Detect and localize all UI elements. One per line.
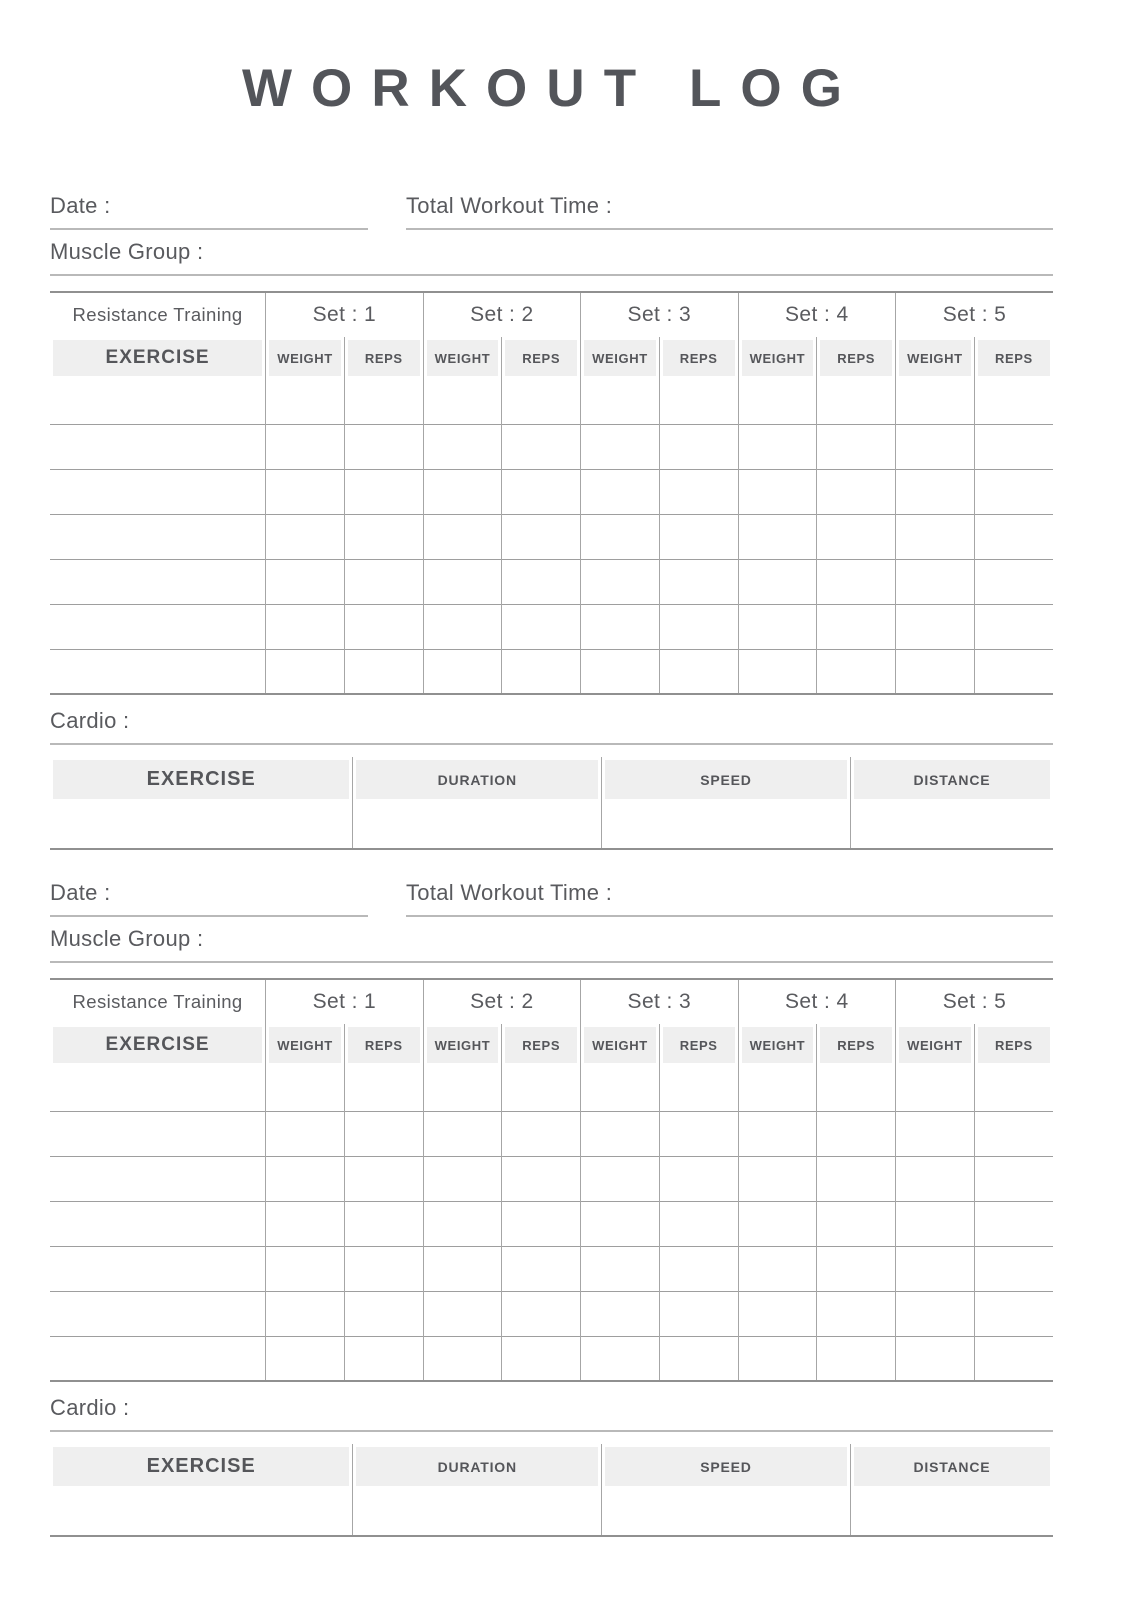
entry-cell[interactable] <box>266 1156 345 1201</box>
entry-cell[interactable] <box>817 604 896 649</box>
entry-cell[interactable] <box>423 1156 502 1201</box>
weight-column-header: WEIGHT <box>427 1027 499 1063</box>
entry-cell[interactable] <box>344 1111 423 1156</box>
reps-column-header: REPS <box>348 340 420 376</box>
total-workout-time-input-line[interactable] <box>612 193 1053 219</box>
date-input-line[interactable] <box>111 880 369 906</box>
entry-cell[interactable] <box>738 1066 817 1111</box>
resistance-training-table <box>50 978 1053 1382</box>
reps-column-header: REPS <box>820 1027 892 1063</box>
entry-cell[interactable] <box>817 514 896 559</box>
entry-cell[interactable] <box>266 559 345 604</box>
weight-column-header: WEIGHT <box>899 340 971 376</box>
resistance-row <box>50 1156 1053 1201</box>
entry-cell[interactable] <box>738 559 817 604</box>
entry-cell[interactable] <box>659 1291 738 1336</box>
set-4-header: Set : 4 <box>738 979 895 1024</box>
log-section-2 <box>50 880 1053 1537</box>
entry-cell[interactable] <box>817 1291 896 1336</box>
entry-cell[interactable] <box>266 649 345 694</box>
exercise-entry-cell[interactable] <box>50 559 266 604</box>
cardio-exercise-header: EXERCISE <box>53 1447 349 1486</box>
entry-cell[interactable] <box>738 1336 817 1381</box>
reps-column-header: REPS <box>663 1027 735 1063</box>
entry-cell[interactable] <box>502 1246 581 1291</box>
date-input-line[interactable] <box>111 193 369 219</box>
resistance-row <box>50 379 1053 424</box>
date-time-row <box>50 880 1053 917</box>
entry-cell[interactable] <box>423 1246 502 1291</box>
reps-column-header: REPS <box>505 340 577 376</box>
entry-cell[interactable] <box>659 514 738 559</box>
entry-cell[interactable] <box>423 1201 502 1246</box>
cardio-duration-header: DURATION <box>356 760 598 799</box>
exercise-entry-cell[interactable] <box>50 1111 266 1156</box>
entry-cell[interactable] <box>344 469 423 514</box>
entry-cell[interactable] <box>502 379 581 424</box>
cardio-speed-cell[interactable] <box>602 1489 851 1536</box>
cardio-distance-cell[interactable] <box>850 802 1053 849</box>
entry-cell[interactable] <box>817 1201 896 1246</box>
set-5-header: Set : 5 <box>896 979 1053 1024</box>
entry-cell[interactable] <box>974 1336 1053 1381</box>
resistance-row <box>50 649 1053 694</box>
resistance-training-table <box>50 291 1053 695</box>
resistance-row <box>50 1246 1053 1291</box>
entry-cell[interactable] <box>896 649 975 694</box>
entry-cell[interactable] <box>738 649 817 694</box>
date-label: Date : <box>50 880 111 905</box>
exercise-column-header: EXERCISE <box>53 1027 262 1063</box>
cardio-field <box>50 708 1053 745</box>
set-header-row <box>50 979 1053 1024</box>
resistance-row <box>50 1111 1053 1156</box>
entry-cell[interactable] <box>344 559 423 604</box>
cardio-table <box>50 1444 1053 1537</box>
entry-cell[interactable] <box>502 1066 581 1111</box>
entry-cell[interactable] <box>974 1156 1053 1201</box>
entry-cell[interactable] <box>423 514 502 559</box>
cardio-input-line[interactable] <box>129 708 1053 734</box>
entry-cell[interactable] <box>738 514 817 559</box>
resistance-row <box>50 424 1053 469</box>
entry-cell[interactable] <box>659 1201 738 1246</box>
entry-cell[interactable] <box>738 1111 817 1156</box>
entry-cell[interactable] <box>344 1291 423 1336</box>
entry-cell[interactable] <box>738 1246 817 1291</box>
entry-cell[interactable] <box>659 604 738 649</box>
entry-cell[interactable] <box>344 1066 423 1111</box>
entry-cell[interactable] <box>974 379 1053 424</box>
exercise-entry-cell[interactable] <box>50 604 266 649</box>
entry-cell[interactable] <box>896 1246 975 1291</box>
muscle-group-field <box>50 239 1053 276</box>
date-time-row <box>50 193 1053 230</box>
muscle-group-label: Muscle Group : <box>50 239 204 264</box>
entry-cell[interactable] <box>423 424 502 469</box>
entry-cell[interactable] <box>266 1111 345 1156</box>
entry-cell[interactable] <box>502 604 581 649</box>
cardio-distance-header: DISTANCE <box>854 760 1050 799</box>
resistance-row <box>50 514 1053 559</box>
entry-cell[interactable] <box>502 514 581 559</box>
entry-cell[interactable] <box>896 559 975 604</box>
entry-cell[interactable] <box>974 469 1053 514</box>
set-1-header: Set : 1 <box>266 292 423 337</box>
entry-cell[interactable] <box>344 1201 423 1246</box>
entry-cell[interactable] <box>266 1201 345 1246</box>
entry-cell[interactable] <box>423 649 502 694</box>
set-3-header: Set : 3 <box>581 292 738 337</box>
entry-cell[interactable] <box>423 604 502 649</box>
entry-cell[interactable] <box>581 469 660 514</box>
entry-cell[interactable] <box>817 469 896 514</box>
cardio-input-line[interactable] <box>129 1395 1053 1421</box>
cardio-exercise-header: EXERCISE <box>53 760 349 799</box>
exercise-entry-cell[interactable] <box>50 1201 266 1246</box>
entry-cell[interactable] <box>896 514 975 559</box>
entry-cell[interactable] <box>581 649 660 694</box>
entry-cell[interactable] <box>974 559 1053 604</box>
column-header-row <box>50 1024 1053 1066</box>
entry-cell[interactable] <box>817 1066 896 1111</box>
weight-column-header: WEIGHT <box>584 1027 656 1063</box>
cardio-header-row <box>50 1444 1053 1489</box>
entry-cell[interactable] <box>581 1201 660 1246</box>
entry-cell[interactable] <box>659 649 738 694</box>
cardio-label: Cardio : <box>50 1395 130 1420</box>
weight-column-header: WEIGHT <box>899 1027 971 1063</box>
entry-cell[interactable] <box>659 469 738 514</box>
entry-cell[interactable] <box>896 1201 975 1246</box>
entry-cell[interactable] <box>502 424 581 469</box>
resistance-training-header: Resistance Training <box>72 991 243 1012</box>
cardio-speed-header: SPEED <box>605 1447 847 1486</box>
entry-cell[interactable] <box>817 1111 896 1156</box>
set-header-row <box>50 292 1053 337</box>
entry-cell[interactable] <box>659 1336 738 1381</box>
entry-cell[interactable] <box>423 469 502 514</box>
cardio-duration-cell[interactable] <box>353 802 602 849</box>
reps-column-header: REPS <box>663 340 735 376</box>
entry-cell[interactable] <box>581 514 660 559</box>
reps-column-header: REPS <box>978 1027 1050 1063</box>
entry-cell[interactable] <box>896 379 975 424</box>
exercise-entry-cell[interactable] <box>50 514 266 559</box>
entry-cell[interactable] <box>738 379 817 424</box>
entry-cell[interactable] <box>581 1111 660 1156</box>
entry-cell[interactable] <box>581 379 660 424</box>
resistance-row <box>50 559 1053 604</box>
page-title: WORKOUT LOG <box>241 59 862 118</box>
entry-cell[interactable] <box>659 1156 738 1201</box>
entry-cell[interactable] <box>817 424 896 469</box>
entry-cell[interactable] <box>423 1066 502 1111</box>
muscle-group-input-line[interactable] <box>203 239 1053 265</box>
set-2-header: Set : 2 <box>423 292 580 337</box>
set-3-header: Set : 3 <box>581 979 738 1024</box>
entry-cell[interactable] <box>974 514 1053 559</box>
weight-column-header: WEIGHT <box>742 1027 814 1063</box>
entry-cell[interactable] <box>502 559 581 604</box>
cardio-speed-header: SPEED <box>605 760 847 799</box>
cardio-duration-header: DURATION <box>356 1447 598 1486</box>
column-header-row <box>50 337 1053 379</box>
entry-cell[interactable] <box>896 1156 975 1201</box>
entry-cell[interactable] <box>266 424 345 469</box>
reps-column-header: REPS <box>348 1027 420 1063</box>
log-section-1 <box>50 193 1053 850</box>
cardio-label: Cardio : <box>50 708 130 733</box>
entry-cell[interactable] <box>817 649 896 694</box>
entry-cell[interactable] <box>344 604 423 649</box>
entry-cell[interactable] <box>423 1291 502 1336</box>
weight-column-header: WEIGHT <box>742 340 814 376</box>
muscle-group-label: Muscle Group : <box>50 926 204 951</box>
exercise-entry-cell[interactable] <box>50 1066 266 1111</box>
entry-cell[interactable] <box>896 1336 975 1381</box>
exercise-entry-cell[interactable] <box>50 1291 266 1336</box>
entry-cell[interactable] <box>581 1156 660 1201</box>
entry-cell[interactable] <box>266 469 345 514</box>
entry-cell[interactable] <box>502 1336 581 1381</box>
entry-cell[interactable] <box>344 1156 423 1201</box>
entry-cell[interactable] <box>659 559 738 604</box>
exercise-entry-cell[interactable] <box>50 649 266 694</box>
entry-cell[interactable] <box>896 604 975 649</box>
entry-cell[interactable] <box>974 1111 1053 1156</box>
reps-column-header: REPS <box>505 1027 577 1063</box>
cardio-field <box>50 1395 1053 1432</box>
cardio-distance-header: DISTANCE <box>854 1447 1050 1486</box>
entry-cell[interactable] <box>974 604 1053 649</box>
date-label: Date : <box>50 193 111 218</box>
entry-cell[interactable] <box>266 1246 345 1291</box>
weight-column-header: WEIGHT <box>269 1027 341 1063</box>
entry-cell[interactable] <box>974 1246 1053 1291</box>
entry-cell[interactable] <box>423 1111 502 1156</box>
total-workout-time-input-line[interactable] <box>612 880 1053 906</box>
entry-cell[interactable] <box>581 424 660 469</box>
entry-cell[interactable] <box>266 1066 345 1111</box>
entry-cell[interactable] <box>344 1336 423 1381</box>
muscle-group-input-line[interactable] <box>203 926 1053 952</box>
exercise-entry-cell[interactable] <box>50 1336 266 1381</box>
cardio-exercise-cell[interactable] <box>50 802 353 849</box>
resistance-row <box>50 1291 1053 1336</box>
entry-cell[interactable] <box>581 1246 660 1291</box>
entry-cell[interactable] <box>817 379 896 424</box>
entry-cell[interactable] <box>344 379 423 424</box>
entry-cell[interactable] <box>817 1336 896 1381</box>
entry-cell[interactable] <box>423 1336 502 1381</box>
entry-cell[interactable] <box>344 649 423 694</box>
resistance-row <box>50 1201 1053 1246</box>
entry-cell[interactable] <box>581 1066 660 1111</box>
entry-cell[interactable] <box>659 1246 738 1291</box>
cardio-distance-cell[interactable] <box>850 1489 1053 1536</box>
entry-cell[interactable] <box>974 1291 1053 1336</box>
entry-cell[interactable] <box>659 424 738 469</box>
entry-cell[interactable] <box>502 1111 581 1156</box>
entry-cell[interactable] <box>659 1111 738 1156</box>
entry-cell[interactable] <box>974 649 1053 694</box>
entry-cell[interactable] <box>344 1246 423 1291</box>
reps-column-header: REPS <box>978 340 1050 376</box>
weight-column-header: WEIGHT <box>269 340 341 376</box>
resistance-row <box>50 1066 1053 1111</box>
entry-cell[interactable] <box>896 1111 975 1156</box>
entry-cell[interactable] <box>344 514 423 559</box>
date-field <box>50 193 368 230</box>
resistance-row <box>50 469 1053 514</box>
set-1-header: Set : 1 <box>266 979 423 1024</box>
entry-cell[interactable] <box>266 1291 345 1336</box>
entry-cell[interactable] <box>581 1336 660 1381</box>
cardio-row <box>50 802 1053 849</box>
entry-cell[interactable] <box>738 1291 817 1336</box>
total-workout-time-label: Total Workout Time : <box>406 880 613 905</box>
entry-cell[interactable] <box>738 469 817 514</box>
entry-cell[interactable] <box>974 1201 1053 1246</box>
entry-cell[interactable] <box>266 604 345 649</box>
entry-cell[interactable] <box>423 559 502 604</box>
entry-cell[interactable] <box>974 1066 1053 1111</box>
weight-column-header: WEIGHT <box>584 340 656 376</box>
reps-column-header: REPS <box>820 340 892 376</box>
exercise-entry-cell[interactable] <box>50 1246 266 1291</box>
entry-cell[interactable] <box>502 1201 581 1246</box>
entry-cell[interactable] <box>423 379 502 424</box>
entry-cell[interactable] <box>581 1291 660 1336</box>
entry-cell[interactable] <box>502 1156 581 1201</box>
set-5-header: Set : 5 <box>896 292 1053 337</box>
entry-cell[interactable] <box>896 1291 975 1336</box>
entry-cell[interactable] <box>974 424 1053 469</box>
cardio-header-row <box>50 757 1053 802</box>
entry-cell[interactable] <box>738 604 817 649</box>
total-workout-time-label: Total Workout Time : <box>406 193 613 218</box>
exercise-entry-cell[interactable] <box>50 1156 266 1201</box>
exercise-entry-cell[interactable] <box>50 469 266 514</box>
entry-cell[interactable] <box>266 1336 345 1381</box>
entry-cell[interactable] <box>581 604 660 649</box>
entry-cell[interactable] <box>266 514 345 559</box>
exercise-entry-cell[interactable] <box>50 424 266 469</box>
entry-cell[interactable] <box>502 649 581 694</box>
entry-cell[interactable] <box>266 379 345 424</box>
entry-cell[interactable] <box>659 379 738 424</box>
entry-cell[interactable] <box>738 424 817 469</box>
total-workout-time-field <box>406 880 1053 917</box>
date-field <box>50 880 368 917</box>
set-4-header: Set : 4 <box>738 292 895 337</box>
entry-cell[interactable] <box>581 559 660 604</box>
cardio-duration-cell[interactable] <box>353 1489 602 1536</box>
entry-cell[interactable] <box>738 1156 817 1201</box>
cardio-exercise-cell[interactable] <box>50 1489 353 1536</box>
entry-cell[interactable] <box>817 1156 896 1201</box>
entry-cell[interactable] <box>896 424 975 469</box>
entry-cell[interactable] <box>817 559 896 604</box>
exercise-entry-cell[interactable] <box>50 379 266 424</box>
resistance-row <box>50 604 1053 649</box>
cardio-row <box>50 1489 1053 1536</box>
exercise-column-header: EXERCISE <box>53 340 262 376</box>
set-2-header: Set : 2 <box>423 979 580 1024</box>
resistance-training-header: Resistance Training <box>72 304 243 325</box>
entry-cell[interactable] <box>896 469 975 514</box>
entry-cell[interactable] <box>502 469 581 514</box>
resistance-row <box>50 1336 1053 1381</box>
entry-cell[interactable] <box>817 1246 896 1291</box>
entry-cell[interactable] <box>738 1201 817 1246</box>
entry-cell[interactable] <box>659 1066 738 1111</box>
total-workout-time-field <box>406 193 1053 230</box>
cardio-speed-cell[interactable] <box>602 802 851 849</box>
cardio-table <box>50 757 1053 850</box>
muscle-group-field <box>50 926 1053 963</box>
entry-cell[interactable] <box>896 1066 975 1111</box>
entry-cell[interactable] <box>344 424 423 469</box>
entry-cell[interactable] <box>502 1291 581 1336</box>
weight-column-header: WEIGHT <box>427 340 499 376</box>
